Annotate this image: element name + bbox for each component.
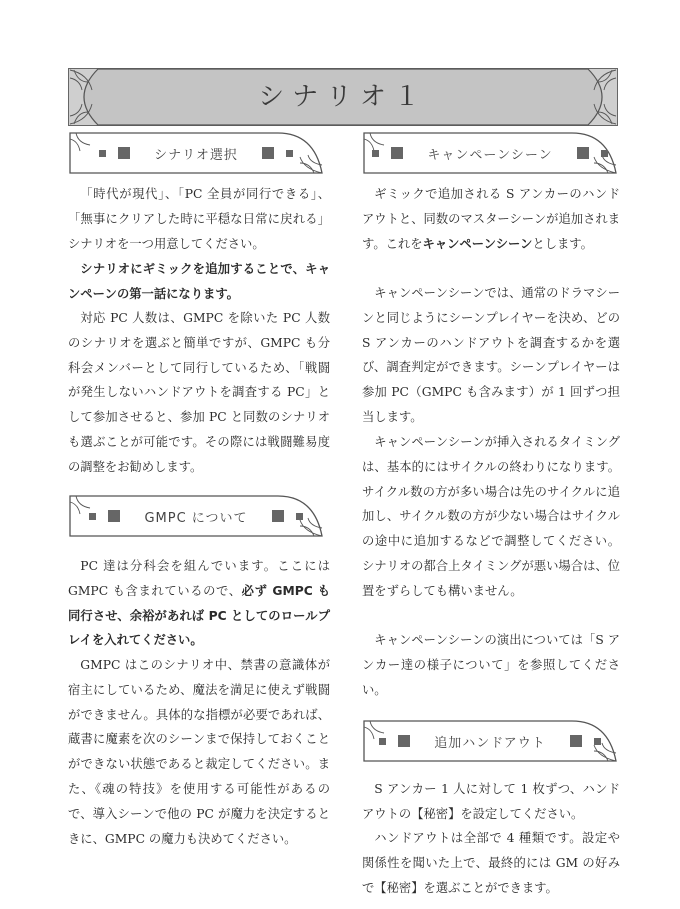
section-header-gmpc: [68, 494, 324, 538]
bold-text: キャンペーンシーン: [422, 236, 533, 251]
section-header-extra-handout: [362, 719, 618, 763]
square-icon: [89, 513, 96, 520]
page-title: シナリオ１: [258, 82, 428, 112]
section-heading: 追加ハンドアウト: [434, 735, 546, 751]
text-run: とします。: [532, 236, 593, 251]
paragraph: GMPC はこのシナリオ中、禁書の意識体が宿主にしているため、魔法を満足に使えず戦闘ができません。具体的な指標が必要であれば、蔵書に魔素を次のシーンまで保持しておくことができない状態であると裁定してください。また、《魂の特技》を使用する可能性があるので、導入シーンで他の PC が魔力を決定するときに、GMPC の魔力も決めてください。: [68, 658, 330, 846]
text-run: ギミックで追加される S アンカーのハンドアウトと、同数のマスターシーンが追加されます。これを: [362, 187, 620, 251]
paragraph: 「時代が現代」、「PC 全員が同行できる」、「無事にクリアした時に平穏な日常に戻れる」シナリオを一つ用意してください。: [68, 187, 330, 251]
square-icon: [118, 147, 130, 159]
square-icon: [262, 147, 274, 159]
section-header-campaign-scene: [362, 131, 618, 175]
square-icon: [601, 150, 608, 157]
square-icon: [99, 150, 106, 157]
paragraph: キャンペーンシーンが挿入されるタイミングは、基本的にはサイクルの終わりになります。サイクル数の方が多い場合は先のサイクルに追加し、サイクル数の方が少ない場合はサイクルの途中に追加するなどで調整してください。シナリオの都合上タイミングが悪い場合は、位置をずらしても構いません。: [362, 435, 620, 598]
square-icon: [379, 738, 386, 745]
square-icon: [398, 735, 410, 747]
paragraph: [68, 554, 330, 653]
title-banner: [68, 68, 618, 126]
section-header-scenario-select: [68, 131, 324, 175]
paragraph: 対応 PC 人数は、GMPC を除いた PC 人数のシナリオを選ぶと簡単ですが、GMPC も分科会メンバーとして同行しているため、「戦闘が発生しないハンドアウトを調査する PC」として参加させると、参加 PC と同数のシナリオも選ぶことが可能です。その際には戦闘難易度の調整をお勧めします。: [68, 311, 330, 474]
square-icon: [372, 150, 379, 157]
section-heading: GMPC について: [144, 510, 248, 526]
square-icon: [108, 510, 120, 522]
paragraph: S アンカー 1 人に対して 1 枚ずつ、ハンドアウトの【秘密】を設定してください。: [362, 782, 620, 821]
section-heading: シナリオ選択: [154, 147, 238, 163]
section-heading: キャンペーンシーン: [427, 147, 553, 163]
square-icon: [570, 735, 582, 747]
square-icon: [286, 150, 293, 157]
square-icon: [296, 513, 303, 520]
square-icon: [594, 738, 601, 745]
bold-text: 必ず GMPC も同行させ、余裕があれば PC としてのロールプレイを入れてください。: [68, 583, 330, 648]
paragraph: [362, 182, 620, 256]
bold-paragraph: シナリオにギミックを追加することで、キャンペーンの第一話になります。: [68, 262, 330, 301]
text-run: PC 達は分科会を組んでいます。ここには GMPC も含まれているので、: [68, 559, 330, 598]
paragraph: キャンペーンシーンでは、通常のドラマシーンと同じようにシーンプレイヤーを決め、どの S アンカーのハンドアウトを調査するかを選び、調査判定ができます。シーンプレイヤーは参加 PC（GMPC も含みます）が 1 回ずつ担当します。: [362, 286, 620, 424]
square-icon: [577, 147, 589, 159]
paragraph: ハンドアウトは全部で 4 種類です。設定や関係性を聞いた上で、最終的には GM の好みで【秘密】を選ぶことができます。: [362, 831, 620, 895]
paragraph: キャンペーンシーンの演出については「S アンカー達の様子について」を参照してください。: [362, 633, 620, 697]
square-icon: [391, 147, 403, 159]
square-icon: [272, 510, 284, 522]
